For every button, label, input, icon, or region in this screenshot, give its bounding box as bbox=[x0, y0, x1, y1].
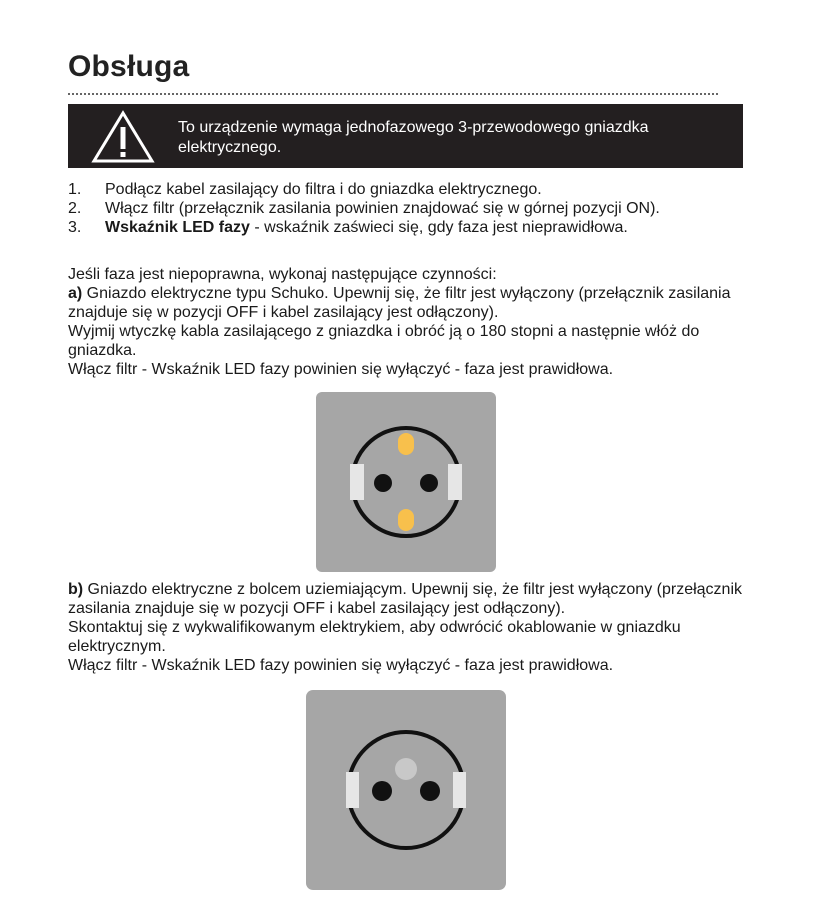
section-b-label: b) bbox=[68, 581, 84, 598]
section-b-result: Włącz filtr - Wskaźnik LED fazy powinien się wyłączyć - faza jest prawidłowa. bbox=[68, 657, 614, 674]
list-item bbox=[68, 180, 758, 199]
step-bold: Wskaźnik LED fazy bbox=[105, 219, 250, 236]
section-a-label: a) bbox=[68, 285, 83, 302]
warning-banner bbox=[68, 104, 743, 168]
section-a-description: Gniazdo elektryczne typu Schuko. Upewnij się, że filtr jest wyłączony (przełącznik zasilania znajduje się w pozycji OFF i kabel zasilający jest odłączony). bbox=[68, 285, 731, 321]
section-a-result: Włącz filtr - Wskaźnik LED fazy powinien się wyłączyć - faza jest prawidłowa. bbox=[68, 361, 614, 378]
step-text: Podłącz kabel zasilający do filtra i do gniazdka elektrycznego. bbox=[105, 181, 542, 198]
warning-triangle-icon bbox=[90, 109, 156, 170]
intro-text: Jeśli faza jest niepoprawna, wykonaj następujące czynności: bbox=[68, 266, 497, 283]
step-number: 3. bbox=[68, 219, 82, 236]
list-item bbox=[68, 199, 758, 218]
page-title: Obsługa bbox=[68, 50, 190, 83]
section-a-instruction: Wyjmij wtyczkę kabla zasilającego z gniazdka i obróć ją o 180 stopni a następnie włóż do gniazdka. bbox=[68, 323, 700, 359]
title-divider bbox=[68, 93, 718, 95]
warning-text: To urządzenie wymaga jednofazowego 3-przewodowego gniazdka elektrycznego. bbox=[178, 119, 649, 156]
step-text: Włącz filtr (przełącznik zasilania powinien znajdować się w górnej pozycji ON). bbox=[105, 200, 660, 217]
section-b-instruction: Skontaktuj się z wykwalifikowanym elektrykiem, aby odwrócić okablowanie w gniazdku elektrycznym. bbox=[68, 619, 681, 655]
earth-pin-socket-icon bbox=[306, 690, 506, 895]
section-b-text bbox=[68, 580, 758, 675]
section-b-description: Gniazdo elektryczne z bolcem uziemiającym. Upewnij się, że filtr jest wyłączony (przełącznik zasilania znajduje się w pozycji OFF i kabel zasilający jest odłączony). bbox=[68, 581, 743, 617]
step-number: 2. bbox=[68, 200, 82, 217]
step-text: - wskaźnik zaświeci się, gdy faza jest nieprawidłowa. bbox=[249, 219, 628, 236]
setup-steps bbox=[68, 180, 758, 237]
schuko-socket-icon bbox=[316, 392, 496, 577]
section-a-text bbox=[68, 265, 758, 379]
step-number: 1. bbox=[68, 181, 82, 198]
list-item bbox=[68, 218, 758, 237]
